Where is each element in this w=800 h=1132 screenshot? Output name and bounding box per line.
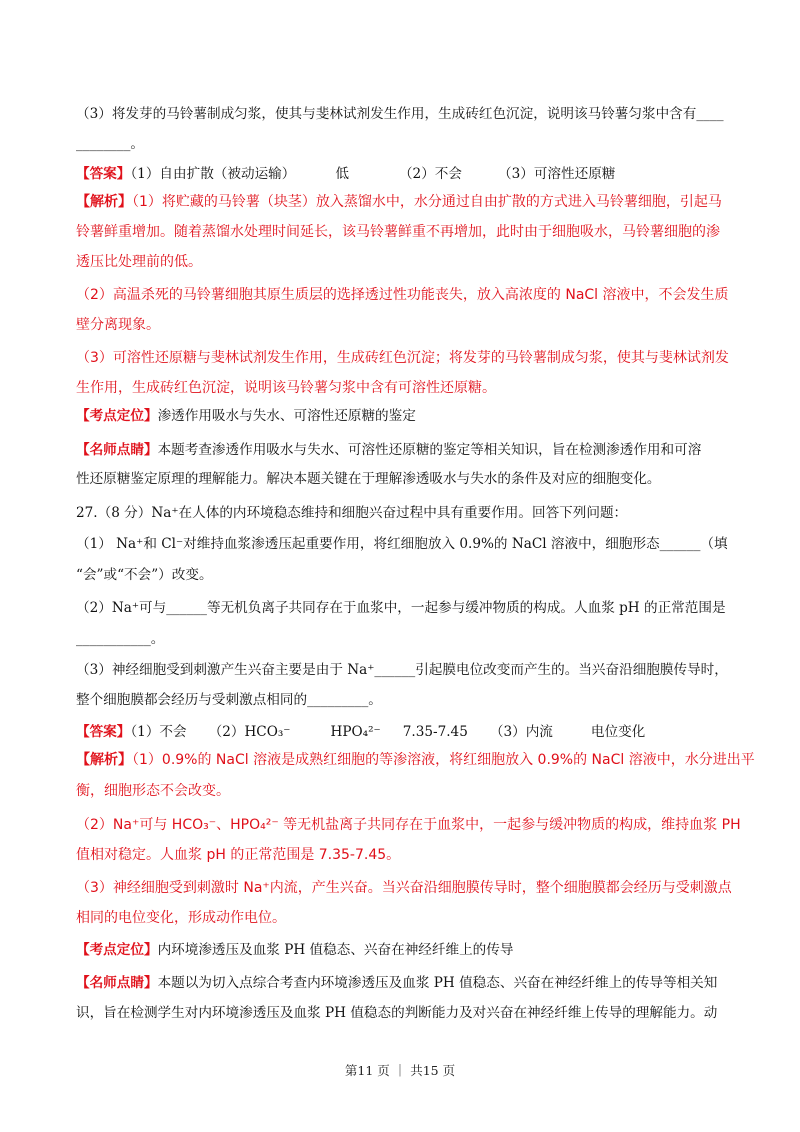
page-number-footer: 第11 页 ｜ 共15 页 (344, 1063, 456, 1078)
explanation-text: （1）0.9%的 NaCl 溶液是成熟红细胞的等渗溶液，将红细胞放入 0.9%的 NaCl 溶液中，水分进出平 (132, 752, 755, 768)
key-point-tag: 【考点定位】 (76, 408, 158, 424)
explanation-1-line: 透压比处理前的低。 (76, 254, 202, 270)
question-27-part2: （2）Na⁺可与______等无机负离子共同存在于血浆中，一起参与缓冲物质的构成。人血浆 pH 的正常范围是 (76, 600, 726, 616)
explanation-2-line: （3）神经细胞受到刺激时 Na⁺内流，产生兴奋。当兴奋沿细胞膜传导时，整个细胞膜都会经历与受刺激点 (76, 880, 732, 896)
key-point-text: 渗透作用吸水与失水、可溶性还原糖的鉴定 (157, 408, 416, 424)
explanation-tag: 【解析】 (76, 752, 132, 768)
teacher-tips-1 (76, 440, 740, 460)
explanation-2-line: 值相对稳定。人血浆 pH 的正常范围是 7.35-7.45。 (76, 847, 401, 863)
explanation-2-line (76, 750, 755, 770)
explanation-1-line: （3）可溶性还原糖与斐林试剂发生作用，生成砖红色沉淀；将发芽的马铃薯制成匀浆，使其与斐林试剂发 (76, 350, 729, 366)
answer-item: （2）不会 (398, 166, 462, 182)
answer-item: 低 (335, 166, 349, 182)
teacher-tips-2 (76, 973, 740, 993)
question-3-blank: ________。 (76, 136, 144, 152)
question-27-part3: （3）神经细胞受到刺激产生兴奋主要是由于 Na⁺______引起膜电位改变而产生的。当兴奋沿细胞膜传导时， (76, 662, 728, 678)
explanation-1-line: 壁分离现象。 (76, 317, 160, 333)
explanation-1-line: 生作用，生成砖红色沉淀，说明该马铃薯匀浆中含有可溶性还原糖。 (76, 380, 496, 396)
explanation-1-line: （2）高温杀死的马铃薯细胞其原生质层的选择透过性功能丧失，放入高浓度的 NaCl 溶液中，不会发生质 (76, 287, 729, 303)
key-point-text: 内环境渗透压及血浆 PH 值稳态、兴奋在神经纤维上的传导 (157, 942, 514, 958)
answer-item: 电位变化 (590, 724, 646, 740)
answer-tag: 【答案】 (76, 166, 131, 182)
answer-item: （2）HCO₃⁻ (208, 724, 291, 740)
key-point-tag: 【考点定位】 (76, 942, 158, 958)
explanation-2-line: 衡，细胞形态不会改变。 (76, 783, 230, 799)
question-27-part2-blank: ___________。 (76, 631, 165, 647)
explanation-1-line (76, 192, 740, 212)
key-point-1 (76, 406, 740, 426)
teacher-tips-1-line: 性还原糖鉴定原理的理解能力。解决本题关键在于理解渗透吸水与失水的条件及对应的细胞变化。 (76, 471, 661, 487)
answer-item: （3）内流 (489, 724, 553, 740)
explanation-2-line: 相同的电位变化，形成动作电位。 (76, 910, 286, 926)
question-27-stem: 27.（8 分）Na⁺在人体的内环境稳态维持和细胞兴奋过程中具有重要作用。回答下列问题： (76, 505, 628, 521)
answer-block-1 (76, 164, 740, 184)
explanation-text: （1）将贮藏的马铃薯（块茎）放入蒸馏水中，水分通过自由扩散的方式进入马铃薯细胞，引起马 (132, 194, 722, 210)
explanation-tag: 【解析】 (76, 194, 132, 210)
question-27-part3-cont: 整个细胞膜都会经历与受刺激点相同的_________。 (76, 692, 382, 708)
question-3-text: （3）将发芽的马铃薯制成匀浆，使其与斐林试剂发生作用，生成砖红色沉淀，说明该马铃薯匀浆中含有____ (76, 106, 724, 122)
answer-block-2 (76, 722, 740, 742)
key-point-2 (76, 940, 740, 960)
answer-item: （1）不会 (130, 724, 187, 740)
teacher-tips-text: 本题考查渗透作用吸水与失水、可溶性还原糖的鉴定等相关知识，旨在检测渗透作用和可溶 (157, 442, 702, 458)
explanation-1-line: 铃薯鲜重增加。随着蒸馏水处理时间延长，该马铃薯鲜重不再增加，此时由于细胞吸水，马铃薯细胞的渗 (76, 224, 720, 240)
answer-item: （3）可溶性还原糖 (497, 166, 616, 182)
teacher-tips-tag: 【名师点睛】 (76, 442, 158, 458)
explanation-2-line: （2）Na⁺可与 HCO₃⁻、HPO₄²⁻ 等无机盐离子共同存在于血浆中，一起参与缓冲物质的构成，维持血浆 PH (76, 817, 741, 833)
teacher-tips-tag: 【名师点睛】 (76, 975, 158, 991)
answer-item: （1）自由扩散（被动运输） (130, 166, 296, 182)
answer-item: 7.35-7.45 (402, 724, 468, 740)
answer-tag: 【答案】 (76, 724, 131, 740)
teacher-tips-text: 本题以为切入点综合考查内环境渗透压及血浆 PH 值稳态、兴奋在神经纤维上的传导等相关知 (157, 975, 718, 991)
teacher-tips-2-line: 识，旨在检测学生对内环境渗透压及血浆 PH 值稳态的判断能力及对兴奋在神经纤维上传导的理解能力。动 (76, 1005, 718, 1021)
question-27-part1-cont: “会”或“不会”）改变。 (76, 567, 213, 583)
answer-item: HPO₄²⁻ (330, 724, 381, 740)
question-27-part1: （1） Na⁺和 Cl⁻对维持血浆渗透压起重要作用，将红细胞放入 0.9%的 NaCl 溶液中，细胞形态______（填 (76, 536, 728, 552)
